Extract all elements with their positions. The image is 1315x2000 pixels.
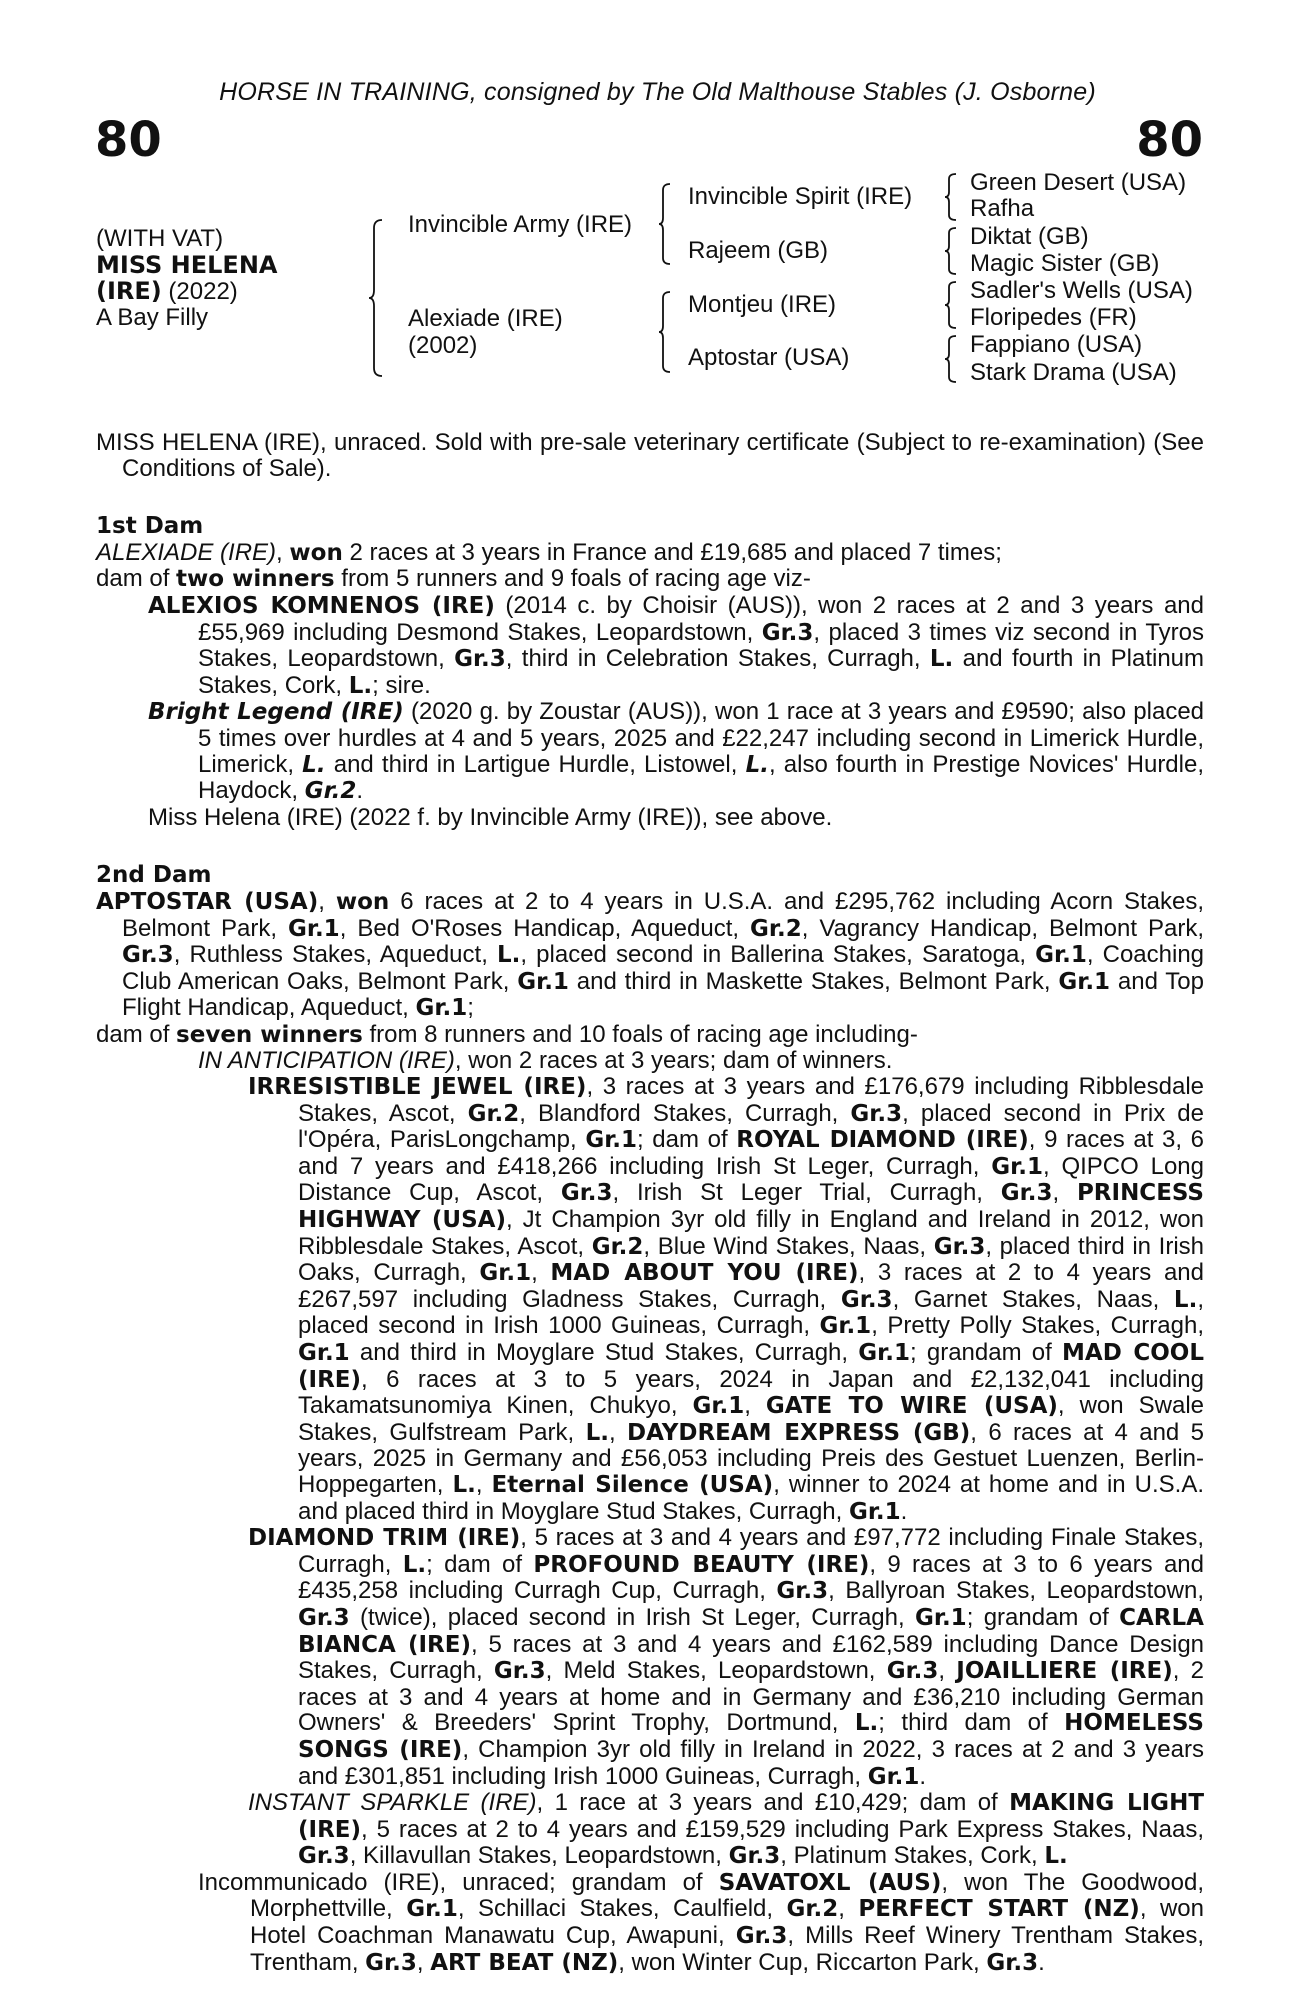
- text-run: , placed 3 times viz second in Tyros Stakes, Leopardstown,: [198, 618, 1204, 673]
- produce-incommunicado: [96, 1870, 1204, 1976]
- grade-label: Gr.2: [786, 1896, 839, 1923]
- produce-in-anticipation: [96, 1048, 1204, 1074]
- text-run: dam of: [96, 1020, 177, 1048]
- granddam-line-2: Rafha: [970, 195, 1035, 222]
- text-run: , 3 races at 3 years and £176,679 including Ribblesdale Stakes, Ascot,: [298, 1073, 1204, 1127]
- grade-label: Gr.3: [454, 646, 506, 673]
- lot-number-left: 80: [95, 112, 162, 168]
- horse-name-bold: MAD COOL (IRE): [298, 1340, 1204, 1393]
- catalogue-body: [96, 430, 1204, 1976]
- text-run: , Mills Reef Winery Trentham Stakes, Trentham,: [250, 1922, 1205, 1976]
- horse-name-bold: IRRESISTIBLE JEWEL (IRE): [248, 1074, 587, 1101]
- g-brace-4: [944, 334, 960, 384]
- text-run: , placed second in Ballerina Stakes, Saratoga,: [520, 941, 1036, 969]
- dam-year: (2002): [408, 332, 478, 359]
- grade-label: Gr.1: [479, 1260, 532, 1287]
- horse-name-bold: SAVATOXL (AUS): [718, 1869, 942, 1896]
- text-run: , Schillaci Stakes, Caulfield,: [457, 1895, 787, 1923]
- text-run: , Blue Wind Stakes, Naas,: [643, 1232, 934, 1260]
- grade-label: L.: [302, 751, 326, 778]
- text-run: , 6 races at 4 and 5 years, 2025 in Germany and £56,053 including Preis des Gestuet Luenzen, Berlin-Hoppegarten,: [298, 1418, 1204, 1498]
- grade-label: Gr.3: [735, 1923, 788, 1950]
- text-run: ,: [475, 1470, 492, 1498]
- text-run: , won 2 races at 3 years; dam of winners.: [454, 1047, 893, 1075]
- horse-name-bold: ROYAL DIAMOND (IRE): [736, 1127, 1029, 1154]
- horse-name-bold: ALEXIOS KOMNENOS (IRE): [148, 592, 495, 619]
- intro-paragraph: MISS HELENA (IRE), unraced. Sold with pre-sale veterinary certificate (Subject to re-examination) (See Conditions of Sale).: [96, 429, 1204, 482]
- produce-bright-legend: [96, 699, 1204, 804]
- granddam-line-8: Stark Drama (USA): [970, 359, 1177, 386]
- text-run: , Blandford Stakes, Curragh,: [519, 1099, 851, 1127]
- text-run: ; dam of: [637, 1126, 737, 1154]
- text-run: dam of: [96, 565, 177, 593]
- text-run: ,: [744, 1392, 766, 1420]
- text-run: ,: [416, 1948, 431, 1976]
- text-run: , Irish St Leger Trial, Curragh,: [612, 1179, 1001, 1207]
- horse-description: A Bay Filly: [96, 304, 209, 331]
- text-run: .: [356, 777, 364, 805]
- text-run: , Ballyroan Stakes, Leopardstown,: [828, 1577, 1204, 1605]
- grade-label: Gr.2: [304, 778, 357, 805]
- vat-note: (WITH VAT): [96, 225, 224, 252]
- grade-label: L.: [929, 646, 954, 673]
- grade-label: Gr.3: [776, 1578, 829, 1605]
- text-run: (2014 c. by Choisir (AUS)), won 2 races at 2 and 3 years and £55,969 including Desmond Stakes, Leopardstown,: [198, 591, 1204, 646]
- text-run: .: [1038, 1948, 1045, 1976]
- text-run: , also fourth in Prestige Novices' Hurdle, Haydock,: [198, 750, 1205, 805]
- text-run: , 9 races at 3, 6 and 7 years and £418,266 including Irish St Leger, Curragh,: [298, 1126, 1204, 1180]
- grade-label: Gr.1: [585, 1127, 637, 1154]
- horse-name-bold: CARLA BIANCA (IRE): [298, 1604, 1204, 1658]
- grade-label: L.: [585, 1419, 609, 1446]
- grade-label: Gr.1: [1058, 968, 1111, 995]
- horse-name-bold: PROFOUND BEAUTY (IRE): [533, 1551, 870, 1578]
- text-run: , placed second in Irish 1000 Guineas, Curragh,: [298, 1285, 1204, 1340]
- grade-label: Gr.1: [288, 915, 340, 942]
- grade-label: Gr.1: [1035, 942, 1087, 969]
- text-run: from 8 runners and 10 foals of racing age including-: [362, 1020, 918, 1048]
- text-run: .: [919, 1762, 927, 1790]
- horse-name-bold: Eternal Silence (USA): [491, 1471, 774, 1498]
- text-run: , won Hotel Coachman Manawatu Cup, Awapuni,: [250, 1895, 1204, 1950]
- produce-diamond-trim: [96, 1525, 1204, 1790]
- produce-alexios-komnenos: [96, 593, 1204, 699]
- text-run: ; grandam of: [966, 1603, 1120, 1631]
- grade-label: Gr.1: [406, 1896, 458, 1923]
- text-run: ; third dam of: [878, 1709, 1065, 1737]
- text-run: , 3 races at 2 to 4 years and £267,597 including Gladness Stakes, Curragh,: [298, 1259, 1204, 1313]
- winners-count: seven winners: [176, 1021, 363, 1048]
- grade-label: Gr.3: [728, 1843, 781, 1870]
- horse-name-bold-italic: Bright Legend (IRE): [148, 699, 404, 726]
- text-run: , Coaching Club American Oaks, Belmont Park,: [122, 941, 1205, 995]
- text-run: , QIPCO Long Distance Cup, Ascot,: [298, 1152, 1204, 1207]
- grade-label: L.: [496, 942, 521, 969]
- grade-label: Gr.2: [591, 1233, 644, 1260]
- grade-label: Gr.1: [517, 968, 569, 995]
- text-run: (twice), placed second in Irish St Leger, Curragh,: [349, 1603, 915, 1631]
- sire-sire: Invincible Spirit (IRE): [688, 183, 913, 210]
- grade-label: Gr.3: [761, 619, 814, 646]
- won-label: won: [289, 539, 343, 566]
- text-run: , Meld Stakes, Leopardstown,: [545, 1657, 887, 1685]
- grade-label: L.: [854, 1710, 879, 1737]
- granddam-line-1: Green Desert (USA): [970, 169, 1187, 196]
- text-run: from 5 runners and 9 foals of racing age viz-: [334, 565, 811, 593]
- text-run: , placed third in Irish Oaks, Curragh,: [298, 1232, 1204, 1287]
- produce-instant-sparkle: [96, 1790, 1204, 1870]
- horse-name-bold: DAYDREAM EXPRESS (GB): [627, 1419, 971, 1446]
- grade-label: Gr.1: [692, 1393, 745, 1420]
- grade-label: Gr.3: [560, 1180, 613, 1207]
- text-run: , won Winter Cup, Riccarton Park,: [618, 1948, 987, 1976]
- g-brace-3: [944, 280, 960, 330]
- grade-label: Gr.3: [298, 1843, 350, 1870]
- horse-name-bold: PERFECT START (NZ): [858, 1896, 1140, 1923]
- horse-name: MISS HELENA: [96, 251, 278, 279]
- second-dam-name: APTOSTAR (USA): [96, 888, 319, 915]
- text-run: , placed second in Prix de l'Opéra, ParisLongchamp,: [298, 1099, 1205, 1154]
- horse-name-italic: INSTANT SPARKLE (IRE): [248, 1789, 537, 1817]
- text-run: 6 races at 2 to 4 years in U.S.A. and £295,762 including Acorn Stakes, Belmont Park,: [122, 887, 1205, 942]
- grade-label: Gr.3: [933, 1233, 986, 1260]
- text-run: , 1 race at 3 years and £10,429; dam of: [536, 1789, 1010, 1817]
- horse-name-bold: MAKING LIGHT (IRE): [298, 1790, 1205, 1843]
- second-dam-produce-line: [96, 1022, 1204, 1049]
- text-run: ,: [531, 1259, 551, 1287]
- grade-label: Gr.1: [867, 1763, 920, 1790]
- text-run: , won The Goodwood, Morphettville,: [250, 1868, 1205, 1923]
- grade-label: L.: [1173, 1286, 1198, 1313]
- horse-name-bold: JOAILLIERE (IRE): [956, 1658, 1173, 1685]
- dam-brace: [658, 290, 674, 374]
- text-run: ; grandam of: [909, 1339, 1063, 1366]
- text-run: (2020 g. by Zoustar (AUS)), won 1 race at 3 years and £9590; also placed 5 times over hurdles at 4 and 5 years, 2025 and £22,247 including second in Limerick Hurdle, Limerick,: [198, 698, 1205, 778]
- horse-name-bold: HOMELESS SONGS (IRE): [298, 1710, 1204, 1763]
- text-run: , Bed O'Roses Handicap, Aqueduct,: [339, 914, 751, 942]
- grade-label: Gr.2: [467, 1100, 520, 1127]
- grade-label: L.: [1044, 1843, 1068, 1870]
- catalogue-header: HORSE IN TRAINING, consigned by The Old Malthouse Stables (J. Osborne): [219, 78, 1096, 106]
- text-run: , Champion 3yr old filly in Ireland in 2022, 3 races at 2 and 3 years and £301,851 including Irish 1000 Guineas, Curragh,: [298, 1735, 1204, 1790]
- text-run: , 9 races at 3 to 6 years and £435,258 including Curragh Cup, Curragh,: [298, 1550, 1204, 1605]
- text-run: , Pretty Polly Stakes, Curragh,: [871, 1312, 1204, 1340]
- horse-name-bold: PRINCESS HIGHWAY (USA): [298, 1180, 1204, 1234]
- grade-label: Gr.3: [986, 1949, 1039, 1976]
- grade-label: Gr.1: [858, 1340, 910, 1366]
- grade-label: L.: [452, 1471, 476, 1498]
- g-brace-2: [944, 226, 960, 276]
- grade-label: Gr.3: [886, 1658, 939, 1685]
- horse-name-italic: IN ANTICIPATION (IRE): [198, 1047, 455, 1075]
- text-run: , Garnet Stakes, Naas,: [892, 1285, 1174, 1313]
- text-run: , Ruthless Stakes, Aqueduct,: [173, 941, 497, 969]
- grade-label: Gr.3: [122, 942, 174, 969]
- won-label: won: [335, 888, 390, 915]
- text-run: ,: [608, 1418, 628, 1446]
- grade-label: Gr.1: [298, 1340, 350, 1366]
- dam-sire: Montjeu (IRE): [688, 291, 837, 318]
- text-run: and fourth in Platinum Stakes, Cork,: [198, 645, 1204, 699]
- text-run: , 5 races at 3 and 4 years and £97,772 including Finale Stakes, Curragh,: [298, 1524, 1204, 1578]
- text-run: , 6 races at 3 to 5 years, 2024 in Japan and £2,132,041 including Takamatsunomiya Kinen, Chukyo,: [298, 1365, 1204, 1420]
- main-brace: [368, 218, 388, 378]
- text-run: Incommunicado (IRE), unraced; grandam of: [198, 1868, 719, 1896]
- sire-dam: Rajeem (GB): [688, 237, 829, 264]
- text-run: ;: [467, 994, 474, 1022]
- text-run: , 5 races at 2 to 4 years and £159,529 including Park Express Stakes, Naas,: [361, 1815, 1204, 1843]
- text-run: and third in Moyglare Stud Stakes, Curragh,: [349, 1339, 859, 1366]
- second-dam-heading: 2nd Dam: [96, 862, 212, 889]
- horse-name-suffix: [96, 278, 238, 305]
- grade-label: L.: [402, 1551, 427, 1578]
- first-dam-name: ALEXIADE (IRE): [96, 538, 277, 566]
- dam-dam: Aptostar (USA): [688, 344, 850, 371]
- grade-label: L.: [745, 751, 769, 778]
- text-run: , 5 races at 3 and 4 years and £162,589 including Dance Design Stakes, Curragh,: [298, 1630, 1205, 1685]
- grade-label: Gr.1: [819, 1313, 872, 1340]
- text-run: , Platinum Stakes, Cork,: [780, 1842, 1045, 1870]
- grade-label: Gr.3: [1000, 1180, 1053, 1207]
- text-run: ,: [938, 1657, 957, 1685]
- text-run: , third in Celebration Stakes, Curragh,: [505, 645, 930, 673]
- grade-label: Gr.3: [850, 1100, 903, 1127]
- sire: Invincible Army (IRE): [408, 211, 633, 238]
- grade-label: Gr.1: [848, 1498, 901, 1525]
- grade-label: L.: [348, 672, 373, 699]
- horse-name-bold: GATE TO WIRE (USA): [765, 1393, 1058, 1420]
- text-run: and third in Lartigue Hurdle, Listowel,: [325, 750, 746, 778]
- winners-count: two winners: [176, 566, 335, 593]
- horse-country: (IRE): [96, 277, 162, 305]
- second-dam-record: APTOSTAR (USA), won 6 races at 2 to 4 years in U.S.A. and £295,762 including Acorn Stakes, Belmont Park, Gr.1, Bed O'Roses Handicap, Aqueduct, Gr.2, Vagrancy Handicap, Belmont Park, Gr.3, Ruthless Stakes, Aqueduct, L., placed second in Ballerina Stakes, Saratoga, Gr.1, Coaching Club American Oaks, Belmont Park, Gr.1 and third in Maskette Stakes, Belmont Park, Gr.1 and Top Flight Handicap, Aqueduct, Gr.1;: [96, 887, 1205, 1022]
- grade-label: Gr.1: [991, 1153, 1043, 1180]
- granddam-line-7: Fappiano (USA): [970, 331, 1143, 358]
- text-run: , Killavullan Stakes, Leopardstown,: [349, 1842, 729, 1870]
- text-run: .: [900, 1497, 908, 1525]
- text-run: ; dam of: [426, 1550, 534, 1578]
- produce-irresistible-jewel: [96, 1074, 1204, 1525]
- horse-year: (2022): [161, 278, 238, 305]
- text-run: , Vagrancy Handicap, Belmont Park,: [801, 914, 1204, 942]
- g-brace-1: [944, 172, 960, 222]
- text-run: , won Swale Stakes, Gulfstream Park,: [298, 1392, 1205, 1446]
- horse-name-bold: ART BEAT (NZ): [430, 1949, 619, 1976]
- granddam-line-4: Magic Sister (GB): [970, 250, 1160, 277]
- text-run: and third in Maskette Stakes, Belmont Park,: [568, 967, 1059, 995]
- text-run: , Jt Champion 3yr old filly in England and Ireland in 2012, won Ribblesdale Stakes, Ascot,: [298, 1206, 1204, 1260]
- produce-miss-helena: Miss Helena (IRE) (2022 f. by Invincible Army (IRE)), see above.: [148, 803, 833, 831]
- horse-name-bold: DIAMOND TRIM (IRE): [248, 1525, 521, 1552]
- grade-label: Gr.1: [915, 1604, 967, 1631]
- text-run: ; sire.: [372, 671, 431, 699]
- first-dam-summary: 2 races at 3 years in France and £19,685 and placed 7 times;: [342, 538, 1002, 566]
- first-dam-heading: 1st Dam: [96, 513, 204, 540]
- granddam-line-3: Diktat (GB): [970, 223, 1089, 250]
- text-run: , winner to 2024 at home and in U.S.A. and placed third in Moyglare Stud Stakes, Curragh,: [298, 1470, 1204, 1525]
- granddam-line-5: Sadler's Wells (USA): [970, 277, 1193, 304]
- grade-label: Gr.3: [840, 1286, 893, 1313]
- text-run: ,: [838, 1895, 859, 1923]
- granddam-line-6: Floripedes (FR): [970, 304, 1137, 331]
- text-run: , 2 races at 3 and 4 years at home and in Germany and £36,210 including German Owners' & Breeders' Sprint Trophy, Dortmund,: [298, 1657, 1204, 1737]
- grade-label: Gr.3: [298, 1604, 350, 1631]
- grade-label: Gr.2: [750, 915, 802, 942]
- dam: Alexiade (IRE): [408, 305, 563, 332]
- first-dam-produce-line: [96, 566, 1204, 593]
- first-dam-record: ALEXIADE (IRE), won 2 races at 3 years in France and £19,685 and placed 7 times;: [96, 538, 1002, 566]
- grade-label: Gr.1: [415, 995, 468, 1022]
- grade-label: Gr.3: [493, 1658, 546, 1685]
- horse-name-bold: MAD ABOUT YOU (IRE): [550, 1260, 859, 1287]
- grade-label: Gr.3: [365, 1949, 417, 1976]
- sire-brace: [658, 182, 674, 266]
- lot-number-right: 80: [1136, 112, 1203, 168]
- text-run: ,: [1052, 1179, 1077, 1207]
- text-run: and Top Flight Handicap, Aqueduct,: [122, 967, 1205, 1022]
